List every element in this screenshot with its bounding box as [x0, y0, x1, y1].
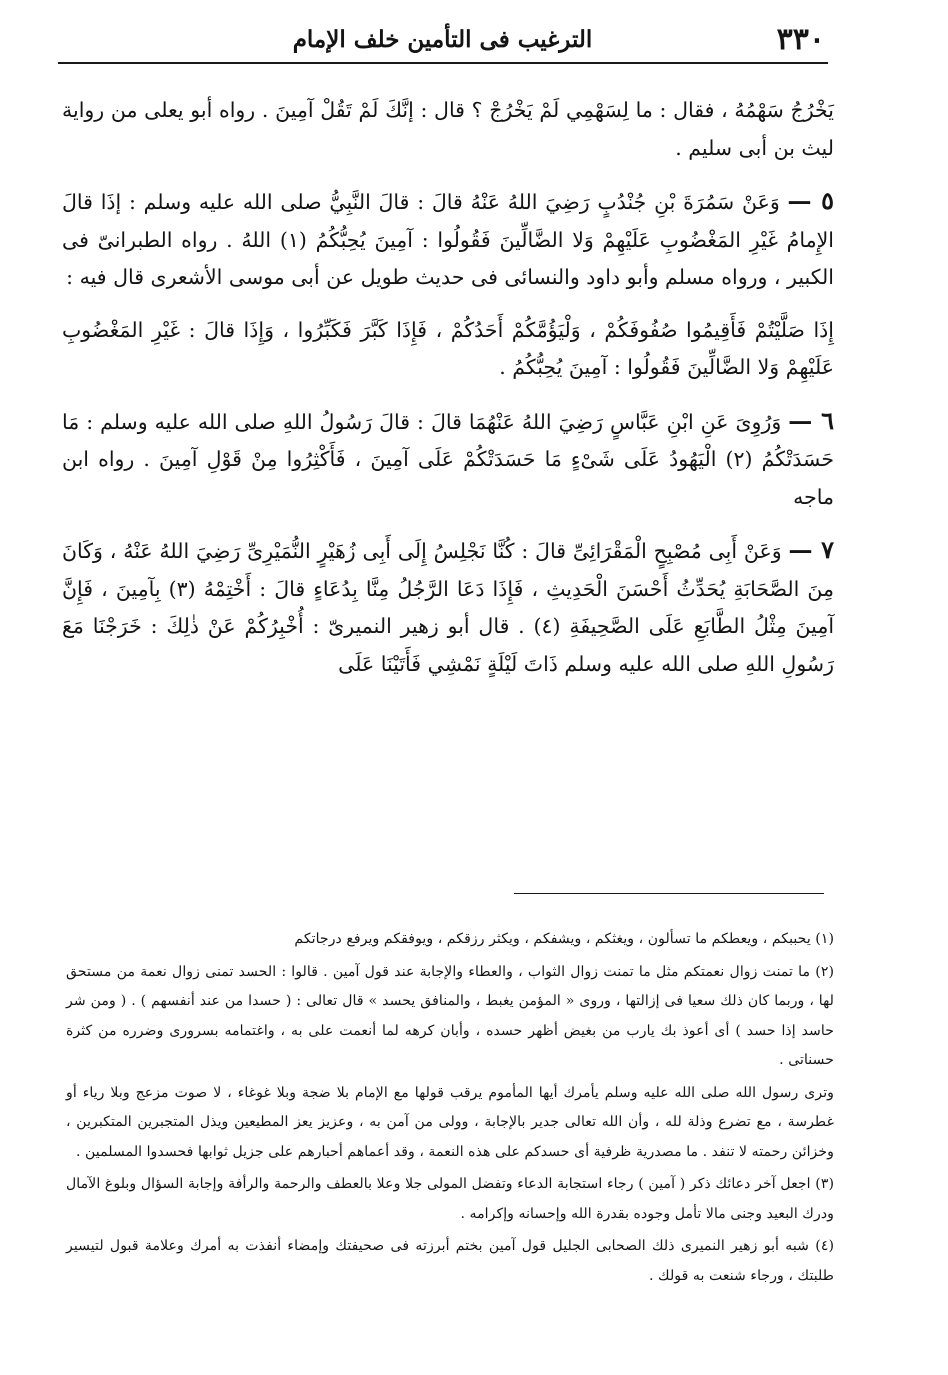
footnote-1: (١) يحببكم ، ويعطكم ما تسألون ، ويغثكم ، ويشفكم ، ويكثر رزقكم ، ويوفقكم ويرفع درجاتكم	[294, 931, 834, 947]
page-number: ٣٣٠	[776, 22, 825, 57]
main-text	[62, 92, 834, 698]
page-header	[60, 20, 825, 60]
footnotes	[66, 925, 834, 1294]
hadith-number-5: ٥ —	[787, 186, 834, 215]
hadith-5-quote: إِذَا صَلَّيْتُمْ فَأَقِيمُوا صُفُوفَكُمْ ، وَلْيَؤُمَّكُمْ أَحَدُكُمْ ، فَإِذَا كَبَّرَ فَكَبِّرُوا ، وَإِذَا قالَ : غَيْرِ المَغْضُوبِ عَلَيْهِمْ وَلا الضَّالِّينَ فَقُولُوا : آمِينَ يُحِبُّكُمُ .	[62, 317, 834, 379]
paragraph-continuation: يَخْرُجُ سَهْمُهُ ، فقال : ما لِسَهْمِي لَمْ يَخْرُجْ ؟ قال : إنَّكَ لَمْ تَقُلْ آمِينَ . رواه أبو يعلى من رواية ليث بن أبى سليم .	[62, 98, 834, 160]
footnote-3: (٣) اجعل آخر دعائك ذكر ( آمين ) رجاء استجابة الدعاء وتفضل المولى جلا وعلا بالعطف والرحمة والرأفة وإجابة السؤال وبلوغ الآمال ودرك البعيد وجنى مالا تأمل وجوده بقدرة الله وإحسانه وإكرامه .	[66, 1176, 834, 1222]
hadith-number-7: ٧ —	[788, 535, 834, 564]
footnote-2-continued: وترى رسول الله صلى الله عليه وسلم يأمرك أيها المأموم يرقب قولها مع الإمام بلا ضجة وبلا غوغاء ، لا صوت مزعج وبلا رياء أو غطرسة ، مع تضرع وذلة لله ، وأن الله تعالى جدير بالإجابة ، وولى من آمن به ، وعزيز يعز المطيعين ويذل المتجبرين المتكبرين ، وخزائن رحمته لا تنفد . ما مصدرية ظرفية أى حسدكم على هذه النعمة ، وقد أعماهم أحبارهم على جزيل ثوابها فحسدوا المسلمين .	[66, 1084, 834, 1160]
hadith-5	[62, 182, 834, 297]
hadith-7	[62, 531, 834, 683]
header-rule	[58, 62, 828, 64]
hadith-6	[62, 402, 834, 517]
hadith-5-text: وَعَنْ سَمُرَةَ بْنِ جُنْدُبٍ رَضِيَ اللهُ عَنْهُ قالَ : قالَ النَّبِيُّ صلى الله عليه وسلم : إذَا قالَ الإِمامُ غَيْرِ المَغْضُوبِ عَلَيْهِمْ وَلا الضَّالِّينَ فَقُولُوا : آمِينَ يُحِبُّكُمُ (١) اللهُ . رواه الطبرانىّ فى الكبير ، ورواه مسلم وأبو داود والنسائى فى حديث طويل عن أبى موسى الأشعرى قال فيه :	[62, 190, 834, 289]
running-title: الترغيب فى التأمين خلف الإمام	[292, 26, 593, 53]
hadith-7-text: وَعَنْ أَبِى مُصْبِحٍ الْمَقْرَائِىِّ قالَ : كُنَّا نَجْلِسُ إِلَى أَبِى زُهَيْرٍ النُّمَيْرِىِّ رَضِيَ اللهُ عَنْهُ ، وَكَانَ مِنَ الصَّحَابَةِ يُحَدِّثُ أَحْسَنَ الْحَدِيثِ ، فَإِذَا دَعَا الرَّجُلُ مِنَّا بِدُعَاءٍ قالَ : أَخْتِمْهُ (٣) بِآمِينَ ، فَإِنَّ آمِينَ مِثْلُ الطَّابَعِ عَلَى الصَّحِيفَةِ (٤) . قال أبو زهير النميرىّ : أُخْبِرُكُمْ عَنْ ذٰلِكَ : خَرَجْنَا مَعَ رَسُولِ اللهِ صلى الله عليه وسلم ذَاتَ لَيْلَةٍ نَمْشِي فَأَتَيْنَا عَلَى	[62, 539, 835, 676]
footnote-2: (٢) ما تمنت زوال نعمتكم مثل ما تمنت زوال الثواب ، والعطاء والإجابة عند قول آمين . قالوا : الحسد تمنى زوال نعمة من مستحق لها ، وربما كان ذلك سعيا فى إزالتها ، وروى « المؤمن يغبط ، والمنافق يحسد » قال تعالى : ( حسدا من عند أنفسهم ) . ( ومن شر حاسد إذا حسد ) أى أعوذ بك يارب من بغيض أظهر حسده ، وأبان كرهه لما أنعمت على به ، واغتمامه بسرورى وضرره من كثرة حسناتى .	[66, 963, 834, 1068]
footnote-4: (٤) شبه أبو زهير النميرى ذلك الصحابى الجليل قول آمين بختم أبرزته فى صحيفتك وإمضاء أنفذت به أمرك وعلامة قبول لتيسير طلبتك ، ورجاء شنعت به قولك .	[66, 1238, 834, 1284]
footnote-separator	[514, 893, 824, 894]
hadith-number-6: ٦ —	[788, 405, 834, 435]
hadith-6-text: وَرُوِىَ عَنِ ابْنِ عَبَّاسٍ رَضِيَ اللهُ عَنْهُمَا قالَ : قالَ رَسُولُ اللهِ صلى الله عليه وسلم : مَا حَسَدَتْكُمُ (٢) الْيَهُودُ عَلَى شَىْءٍ مَا حَسَدَتْكُمْ عَلَى آمِينَ ، فَأَكْثِرُوا مِنْ قَوْلِ آمِينَ . رواه ابن ماجه	[62, 409, 834, 509]
